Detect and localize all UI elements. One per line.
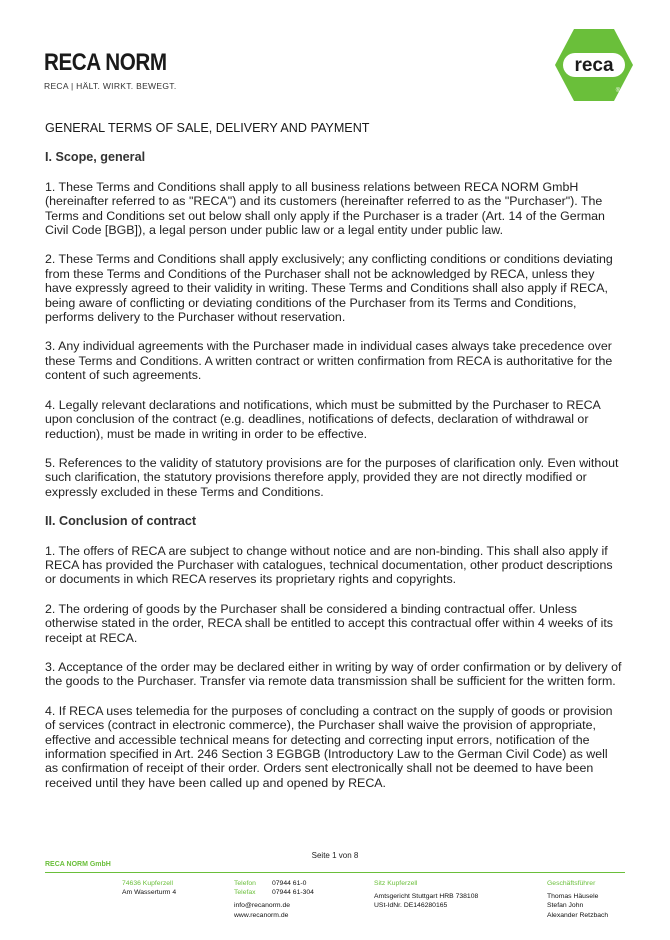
- footer-company: RECA NORM GmbH: [45, 861, 111, 868]
- section-heading: II. Conclusion of contract: [45, 514, 197, 529]
- footer-management: [547, 879, 608, 920]
- footer-contact: [234, 879, 314, 920]
- footer-address: [122, 879, 176, 897]
- document-body: [45, 121, 623, 805]
- footer-city: 74636 Kupferzell: [122, 880, 174, 887]
- footer-fax: 07944 61-304: [272, 889, 314, 897]
- document-title: GENERAL TERMS OF SALE, DELIVERY AND PAYMENT: [45, 121, 370, 135]
- logo-registered-mark: ®: [615, 88, 621, 94]
- footer-fax-label: Telefax: [234, 889, 256, 897]
- footer-seat: Sitz Kupferzell: [374, 880, 418, 887]
- footer-divider: [45, 872, 625, 873]
- footer-phone: 07944 61-0: [272, 880, 307, 887]
- paragraph: 5. References to the validity of statutory provisions are for the purposes of clarification only. Even without such clarification, the statutory provisions therefore apply, provided they are not directly modified or expressly excluded in these Terms and Conditions.: [45, 455, 619, 499]
- paragraph: 1. These Terms and Conditions shall apply to all business relations between RECA NORM GmbH (hereinafter referred to as "RECA") and its customers (hereinafter referred to as the "Purchaser"). The Terms and Conditions set out below shall only apply if the Purchaser is a trader (Art. 14 of the German Civil Code [BGB]), a legal person under public law or a legal entity under public law.: [45, 179, 605, 238]
- paragraph: 3. Acceptance of the order may be declared either in writing by way of order confirmation or by delivery of the goods to the Purchaser. Transfer via remote data transmission shall be sufficient for the written form.: [45, 659, 622, 689]
- footer-email[interactable]: info@recanorm.de: [234, 902, 291, 910]
- footer-website[interactable]: www.recanorm.de: [234, 911, 289, 919]
- brand-block: [44, 50, 187, 91]
- footer-vat: USt-IdNr. DE146280165: [374, 902, 448, 910]
- paragraph: 4. Legally relevant declarations and notifications, which must be submitted by the Purchaser to RECA upon conclusion of the contract (e.g. deadlines, notifications of defects, declaration of withdrawal or reduction), must be made in writing in order to be effective.: [45, 397, 601, 441]
- page-number: Seite 1 von 8: [311, 851, 359, 860]
- section-heading: I. Scope, general: [45, 150, 146, 165]
- footer-street: Am Wasserturm 4: [122, 889, 177, 897]
- footer-manager-name: Stefan John: [547, 902, 584, 910]
- footer-court: Amtsgericht Stuttgart HRB 738108: [374, 893, 479, 901]
- paragraph: 2. The ordering of goods by the Purchaser shall be considered a binding contractual offer. Unless otherwise stated in the order, RECA shall be entitled to accept this contractual offer within 4 weeks of its receipt at RECA.: [45, 601, 613, 645]
- footer-phone-label: Telefon: [234, 880, 256, 887]
- footer-registry: [374, 879, 478, 911]
- logo-text: reca: [574, 55, 614, 76]
- footer-management-label: Geschäftsführer: [547, 880, 596, 887]
- paragraph: 2. These Terms and Conditions shall apply exclusively; any conflicting conditions or conditions deviating from these Terms and Conditions of the Purchaser shall not be acknowledged by RECA, unless they have expressly agreed to their validity in writing. These Terms and Conditions shall also apply if RECA, being aware of conflicting or deviating conditions of the Purchaser from its Terms and Conditions, performs delivery to the Purchaser without reservation.: [45, 252, 613, 325]
- brand-name: RECA NORM: [44, 49, 167, 76]
- footer-manager-name: Alexander Retzbach: [547, 911, 609, 919]
- paragraph: 4. If RECA uses telemedia for the purposes of concluding a contract on the supply of goods or provision of services (contract in electronic commerce), the Purchaser shall waive the provision of appropriate, effective and accessible technical means for detecting and correcting input errors, notification of the information specified in Art. 246 Section 3 EGBGB (Introductory Law to the German Civil Code) as well as confirmation of receipt of their order. Orders sent electronically shall not be deemed to have been received until they have been called up and opened by RECA.: [45, 703, 613, 790]
- brand-tagline: RECA | HÄLT. WIRKT. BEWEGT.: [44, 81, 177, 91]
- footer-manager-name: Thomas Häusele: [547, 893, 599, 901]
- paragraph: 1. The offers of RECA are subject to change without notice and are non-binding. This shall also apply if RECA has provided the Purchaser with catalogues, technical documentation, other product descriptions or documents in which RECA reserves its proprietary rights and copyrights.: [45, 543, 613, 587]
- paragraph: 3. Any individual agreements with the Purchaser made in individual cases always take precedence over these Terms and Conditions. A written contract or written confirmation from RECA is authoritative for the content of such agreements.: [45, 339, 613, 383]
- reca-logo-icon: [554, 28, 634, 102]
- reca-logo: [554, 28, 634, 102]
